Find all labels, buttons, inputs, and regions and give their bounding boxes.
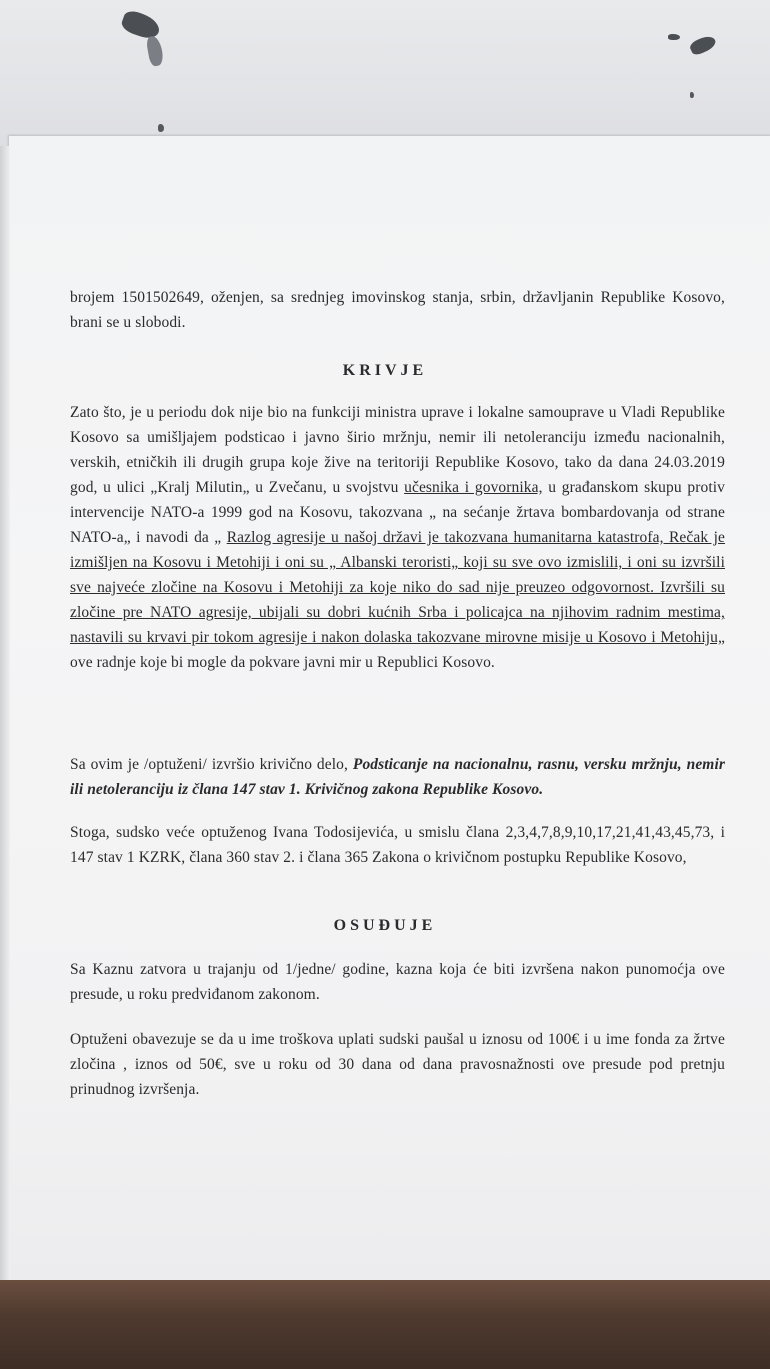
torn-mark <box>146 35 165 67</box>
torn-mark <box>158 124 164 132</box>
sentence-paragraph <box>70 957 725 1007</box>
charge-quote: Razlog agresije u našoj državi je takozvana humanitarna katastrofa, Rečak je izmišljen na Kosovu i Metohiji i oni su „ Albanski teroristi„ koji su sve ovo izmislili, i oni su izvršili sve najveće zločine na Kosovu i Metohiji za koje niko do sad nije preuzeo odgovornost. Izvršili su zločine pre NATO agresije, ubijali su dobri kućnih Srba i policajca na njihovim radnim mestima, nastavili su krvavi pir tokom agresije i nakon dolaska takozvane mirovne misije u Kosovo i Metohiju„ <box>70 529 725 646</box>
offense-text <box>70 752 725 802</box>
torn-mark <box>688 33 717 57</box>
offense-prefix: Sa ovim je /optuženi/ izvršio krivično delo, <box>70 756 353 773</box>
heading-guilty: KRIVJE <box>342 362 428 379</box>
costs-text: Optuženi obavezuje se da u ime troškova uplati sudski paušal u iznosu od 100€ i u ime fonda za žrtve zločina , iznos od 50€, sve u roku od 30 dana od dana pravosnažnosti ove presude pod pretnju prinudnog izvršenja. <box>70 1031 725 1098</box>
sentence-text: Sa Kaznu zatvora u trajanju od 1/jedne/ godine, kazna koja će biti izvršena nakon punomoćja ove presude, u roku predviđanom zakonom. <box>70 961 725 1003</box>
intro-paragraph <box>70 285 725 335</box>
charge-part-5: ove radnje koje bi mogle da pokvare javni mir u Republici Kosovo. <box>70 654 495 671</box>
costs-paragraph <box>70 1027 725 1102</box>
intro-text: brojem 1501502649, oženjen, sa srednjeg imovinskog stanja, srbin, državljanin Republike Kosovo, brani se u slobodi. <box>70 289 725 331</box>
torn-mark <box>690 92 694 98</box>
wooden-table <box>0 1280 770 1369</box>
charge-role: učesnika i govornika, <box>404 479 543 496</box>
heading-sentence: OSUĐUJE <box>333 917 437 934</box>
charge-part-1: Zato što, je u periodu dok nije bio na funkciji ministra uprave i lokalne samouprave u Vladi Republike Kosovo sa umišljajem podsticao i javno širio mržnju, nemir ili netoleranciju između nacionalnih, verskih, etničkih ili drugih grupa koje žive na teritoriji Republike Kosovo, tako da dana 24.03.2019 god, u ulici „Kralj Milutin„ u Zvečanu, u svojstvu <box>70 404 725 496</box>
page-fold <box>0 146 10 1286</box>
therefore-text: Stoga, sudsko veće optuženog Ivana Todosijevića, u smislu člana 2,3,4,7,8,9,10,17,21,41,43,45,73, i 147 stav 1 KZRK, člana 360 stav 2. i člana 365 Zakona o krivičnom postupku Republike Kosovo, <box>70 824 725 866</box>
offense-paragraph <box>70 752 725 802</box>
charge-paragraph <box>70 400 725 675</box>
torn-mark <box>119 8 162 42</box>
offense-name: Podsticanje na nacionalnu, rasnu, versku mržnju, nemir ili netoleranciju iz člana 147 stav 1. Krivičnog zakona Republike Kosovo. <box>70 756 726 798</box>
torn-mark <box>668 34 680 40</box>
charge-text <box>70 400 725 675</box>
charge-part-3: u građanskom skupu protiv intervencije NATO-a 1999 god na Kosovu, takozvana „ na sećanje žrtava bombardovanja od strane NATO-a„ i navodi da „ <box>70 479 726 546</box>
therefore-paragraph <box>70 820 725 870</box>
